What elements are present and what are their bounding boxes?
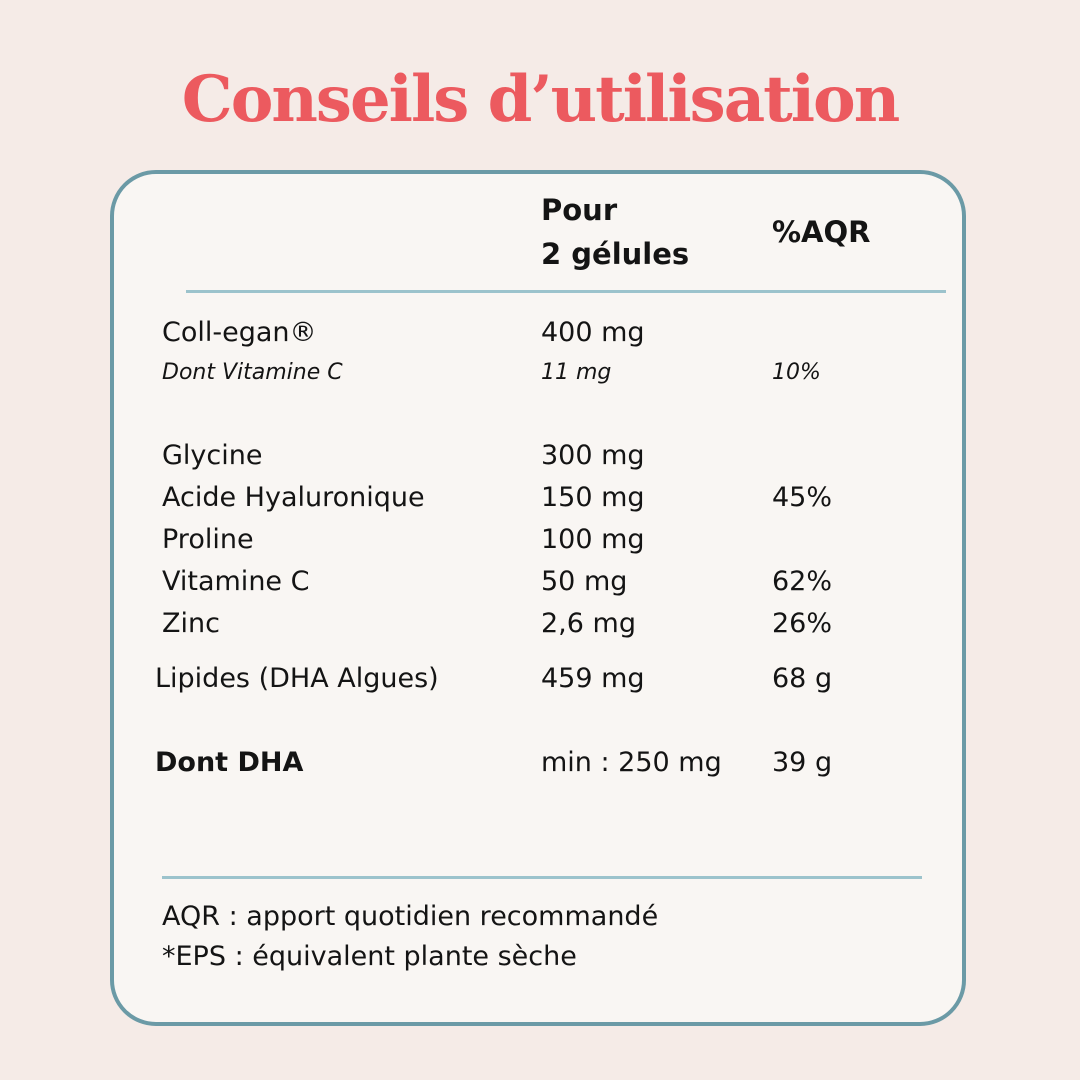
header-aqr: %AQR	[772, 215, 871, 249]
row-aqr: 62%	[772, 566, 833, 597]
row-name: Glycine	[162, 440, 263, 471]
row-aqr: 10%	[772, 360, 821, 385]
row-quantity: 2,6 mg	[541, 608, 636, 639]
row-quantity: 100 mg	[541, 524, 645, 555]
row-quantity: min : 250 mg	[541, 747, 722, 778]
row-quantity: 300 mg	[541, 440, 645, 471]
row-quantity: 459 mg	[541, 663, 645, 694]
footnote-eps: *EPS : équivalent plante sèche	[162, 941, 577, 972]
row-name: Lipides (DHA Algues)	[155, 663, 439, 694]
row-name: Proline	[162, 524, 254, 555]
footnote-aqr: AQR : apport quotidien recommandé	[162, 901, 659, 932]
header-divider	[186, 290, 946, 293]
row-aqr: 68 g	[772, 663, 833, 694]
row-quantity: 400 mg	[541, 317, 645, 348]
row-name: Dont Vitamine C	[162, 360, 343, 385]
header-quantity-line2: 2 gélules	[541, 237, 690, 271]
page-title: Conseils d’utilisation	[181, 62, 899, 137]
row-quantity: 11 mg	[541, 360, 612, 385]
header-quantity-line1: Pour	[541, 193, 618, 227]
nutrition-table-card	[110, 170, 966, 1026]
row-name: Dont DHA	[155, 747, 304, 778]
row-quantity: 50 mg	[541, 566, 628, 597]
row-name: Coll-egan®	[162, 317, 317, 348]
footer-divider	[162, 876, 922, 879]
row-name: Vitamine C	[162, 566, 310, 597]
row-aqr: 26%	[772, 608, 833, 639]
row-aqr: 45%	[772, 482, 833, 513]
row-name: Acide Hyaluronique	[162, 482, 425, 513]
row-quantity: 150 mg	[541, 482, 645, 513]
row-aqr: 39 g	[772, 747, 833, 778]
row-name: Zinc	[162, 608, 220, 639]
